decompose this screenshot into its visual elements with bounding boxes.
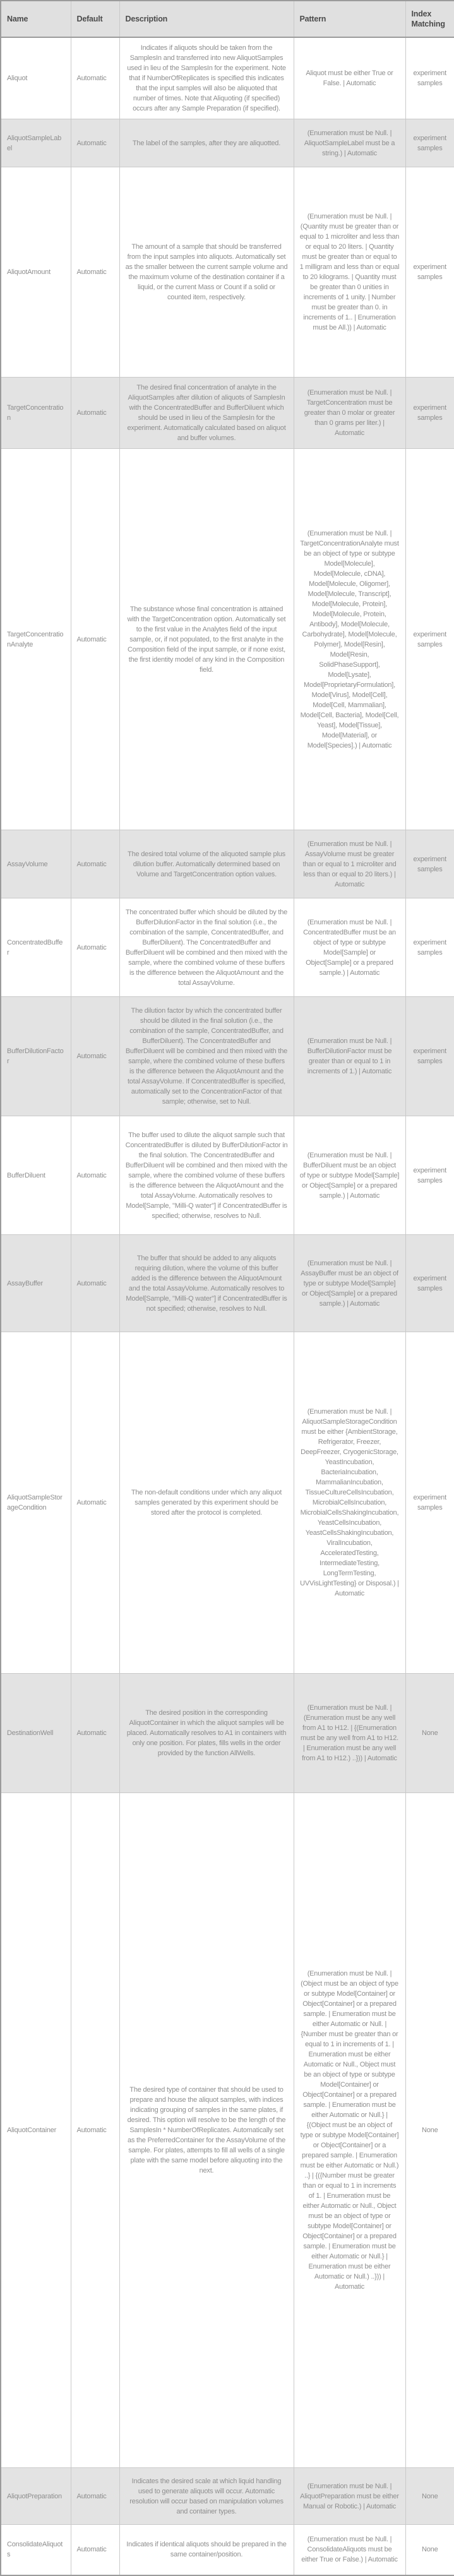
- option-name-cell: BufferDiluent: [1, 1116, 71, 1235]
- option-default-cell: Automatic: [71, 898, 119, 997]
- option-name-cell: TargetConcentrationAnalyte: [1, 449, 71, 830]
- option-description-cell: The amount of a sample that should be transferred from the input samples into aliquots. Automatically set as the smaller between the current sample volume and the maximum volume of the destination container if a liquid, or the current Mass or Count if a solid or counted item, respectively.: [119, 167, 294, 378]
- option-name-cell: DestinationWell: [1, 1674, 71, 1793]
- option-index-matching-cell: experiment samples: [405, 119, 454, 167]
- option-default-cell: Automatic: [71, 1793, 119, 2468]
- column-header-name: Name: [1, 1, 71, 37]
- option-name-cell: ConsolidateAliquots: [1, 2525, 71, 2575]
- option-pattern-cell: (Enumeration must be Null. | TargetConcentration must be greater than 0 molar or greater than 0 grams per liter.) | Automatic: [294, 378, 405, 449]
- option-pattern-cell: (Enumeration must be Null. | AliquotPreparation must be either Manual or Robotic.) | Automatic: [294, 2468, 405, 2525]
- option-index-matching-cell: experiment samples: [405, 1235, 454, 1332]
- table-body: [1, 37, 454, 2575]
- option-default-cell: Automatic: [71, 2468, 119, 2525]
- option-index-matching-cell: None: [405, 2525, 454, 2575]
- table-row: [1, 1674, 454, 1793]
- option-description-cell: The desired final concentration of analyte in the AliquotSamples after dilution of aliquots of SamplesIn with the ConcentratedBuffer and BufferDiluent which should be used in lieu of the SamplesIn for the experiment. Automatically calculated based on aliquot and buffer volumes.: [119, 378, 294, 449]
- option-default-cell: Automatic: [71, 1332, 119, 1674]
- option-index-matching-cell: experiment samples: [405, 1116, 454, 1235]
- option-name-cell: AssayVolume: [1, 830, 71, 898]
- table-row: [1, 830, 454, 898]
- option-default-cell: Automatic: [71, 449, 119, 830]
- option-index-matching-cell: None: [405, 2468, 454, 2525]
- option-name-cell: ConcentratedBuffer: [1, 898, 71, 997]
- option-pattern-cell: (Enumeration must be Null. | AssayBuffer must be an object of type or subtype Model[Sample] or Object[Sample] or a prepared sample.) | Automatic: [294, 1235, 405, 1332]
- option-description-cell: The concentrated buffer which should be diluted by the BufferDilutionFactor in the final solution (i.e., the combination of the sample, ConcentratedBuffer, and BufferDiluent). The ConcentratedBuffer and BufferDiluent will be combined and then mixed with the sample, where the combined volume of these buffers is the difference between the AliquotAmount and the total AssayVolume.: [119, 898, 294, 997]
- option-index-matching-cell: None: [405, 1793, 454, 2468]
- option-description-cell: The dilution factor by which the concentrated buffer should be diluted in the final solution (i.e., the combination of the sample, ConcentratedBuffer, and BufferDiluent). The ConcentratedBuffer and BufferDiluent will be combined and then mixed with the sample, where the combined volume of these buffers is the difference between the AliquotAmount and the total AssayVolume. If ConcentratedBuffer is specified, automatically set to the ConcentrationFactor of that sample; otherwise, set to Null.: [119, 997, 294, 1116]
- option-index-matching-cell: experiment samples: [405, 37, 454, 119]
- option-index-matching-cell: experiment samples: [405, 997, 454, 1116]
- table-row: [1, 1332, 454, 1674]
- option-pattern-cell: (Enumeration must be Null. | ConcentratedBuffer must be an object of type or subtype Model[Sample] or Object[Sample] or a prepared sample.) | Automatic: [294, 898, 405, 997]
- option-default-cell: Automatic: [71, 1235, 119, 1332]
- option-name-cell: AliquotSampleLabel: [1, 119, 71, 167]
- option-description-cell: The label of the samples, after they are aliquotted.: [119, 119, 294, 167]
- column-header-index-matching: Index Matching: [405, 1, 454, 37]
- option-pattern-cell: (Enumeration must be Null. | AliquotSampleLabel must be a string.) | Automatic: [294, 119, 405, 167]
- option-pattern-cell: Aliquot must be either True or False. | Automatic: [294, 37, 405, 119]
- option-name-cell: Aliquot: [1, 37, 71, 119]
- option-name-cell: AssayBuffer: [1, 1235, 71, 1332]
- table-row: [1, 119, 454, 167]
- option-default-cell: Automatic: [71, 830, 119, 898]
- option-index-matching-cell: None: [405, 1674, 454, 1793]
- option-pattern-cell: (Enumeration must be Null. | (Enumeration must be any well from A1 to H12. | {(Enumeration must be any well from A1 to H12. | Enumeration must be any well from A1 to H12.) ..})) | Automatic: [294, 1674, 405, 1793]
- option-pattern-cell: (Enumeration must be Null. | AssayVolume must be greater than or equal to 1 microliter and less than or equal to 20 liters.) | Automatic: [294, 830, 405, 898]
- option-description-cell: The desired position in the corresponding AliquotContainer in which the aliquot samples will be placed. Automatically resolves to A1 in containers with only one position. For plates, fills wells in the order provided by the function AllWells.: [119, 1674, 294, 1793]
- option-name-cell: AliquotPreparation: [1, 2468, 71, 2525]
- option-default-cell: Automatic: [71, 1116, 119, 1235]
- option-name-cell: BufferDilutionFactor: [1, 997, 71, 1116]
- option-description-cell: The desired type of container that should be used to prepare and house the aliquot samples, with indices indicating grouping of samples in the same plates, if desired. This option will resolve to be the length of the SamplesIn * NumberOfReplicates. Automatically set as the PreferredContainer for the AssayVolume of the sample. For plates, attempts to fill all wells of a single plate with the same model before aliquoting into the next.: [119, 1793, 294, 2468]
- option-index-matching-cell: experiment samples: [405, 898, 454, 997]
- option-description-cell: The buffer that should be added to any aliquots requiring dilution, where the volume of this buffer added is the difference between the AliquotAmount and the total AssayVolume. Automatically resolves to Model[Sample, "Milli-Q water"] if ConcentratedBuffer is not specified; otherwise, resolves to Null.: [119, 1235, 294, 1332]
- option-description-cell: Indicates if identical aliquots should be prepared in the same container/position.: [119, 2525, 294, 2575]
- table-row: [1, 997, 454, 1116]
- option-name-cell: TargetConcentration: [1, 378, 71, 449]
- option-pattern-cell: (Enumeration must be Null. | (Object must be an object of type or subtype Model[Container] or Object[Container] or a prepared sample. | Enumeration must be either Automatic or Null. | {Number must be greater than or equal to 1 in increments of 1. | Enumeration must be either Automatic or Null., Object must be an object of type or subtype Model[Container] or Object[Container] or a prepared sample. | Enumeration must be either Automatic or Null.} | {(Object must be an object of type or subtype Model[Container] or Object[Container] or a prepared sample. | Enumeration must be either Automatic or Null.) ..} | {({Number must be greater than or equal to 1 in increments of 1. | Enumeration must be either Automatic or Null., Object must be an object of type or subtype Model[Container] or Object[Container] or a prepared sample. | Enumeration must be either Automatic or Null.} | Enumeration must be either Automatic or Null.) ..})) | Automatic: [294, 1793, 405, 2468]
- option-name-cell: AliquotContainer: [1, 1793, 71, 2468]
- option-pattern-cell: (Enumeration must be Null. | AliquotSampleStorageCondition must be either {AmbientStorage, Refrigerator, Freezer, DeepFreezer, CryogenicStorage, YeastIncubation, BacteriaIncubation, MammalianIncubation, TissueCultureCellsIncubation, MicrobialCellsIncubation, MicrobialCellsShakingIncubation, YeastCellsIncubation, YeastCellsShakingIncubation, ViralIncubation, AcceleratedTesting, IntermediateTesting, LongTermTesting, UVVisLightTesting} or Disposal.) | Automatic: [294, 1332, 405, 1674]
- option-pattern-cell: (Enumeration must be Null. | (Quantity must be greater than or equal to 1 microliter and less than or equal to 20 liters. | Quantity must be greater than or equal to 1 milligram and less than or equal to 20 kilograms. | Quantity must be greater than 0 unities in increments of 1 unity. | Number must be greater than 0. in increments of 1.. | Enumeration must be All.)) | Automatic: [294, 167, 405, 378]
- option-description-cell: The desired total volume of the aliquoted sample plus dilution buffer. Automatically determined based on Volume and TargetConcentration option values.: [119, 830, 294, 898]
- table-row: [1, 1235, 454, 1332]
- option-index-matching-cell: experiment samples: [405, 167, 454, 378]
- table-row: [1, 37, 454, 119]
- table-row: [1, 1793, 454, 2468]
- option-description-cell: The non-default conditions under which any aliquot samples generated by this experiment should be stored after the protocol is completed.: [119, 1332, 294, 1674]
- option-default-cell: Automatic: [71, 2525, 119, 2575]
- option-name-cell: AliquotAmount: [1, 167, 71, 378]
- table-header-row: [1, 1, 454, 37]
- option-description-cell: Indicates if aliquots should be taken from the SamplesIn and transferred into new AliquotSamples used in lieu of the SamplesIn for the experiment. Note that if NumberOfReplicates is specified this indicates that the input samples will also be aliquoted that number of times. Note that Aliquoting (if specified) occurs after any Sample Preparation (if specified).: [119, 37, 294, 119]
- table-row: [1, 898, 454, 997]
- column-header-description: Description: [119, 1, 294, 37]
- table-row: [1, 449, 454, 830]
- column-header-default: Default: [71, 1, 119, 37]
- table-row: [1, 167, 454, 378]
- table-row: [1, 1116, 454, 1235]
- option-pattern-cell: (Enumeration must be Null. | ConsolidateAliquots must be either True or False.) | Automatic: [294, 2525, 405, 2575]
- column-header-pattern: Pattern: [294, 1, 405, 37]
- option-default-cell: Automatic: [71, 167, 119, 378]
- option-index-matching-cell: experiment samples: [405, 1332, 454, 1674]
- table-row: [1, 2525, 454, 2575]
- option-pattern-cell: (Enumeration must be Null. | BufferDiluent must be an object of type or subtype Model[Sample] or Object[Sample] or a prepared sample.) | Automatic: [294, 1116, 405, 1235]
- option-description-cell: The buffer used to dilute the aliquot sample such that ConcentratedBuffer is diluted by BufferDilutionFactor in the final solution. The ConcentratedBuffer and BufferDiluent will be combined and then mixed with the sample, where the combined volume of these buffers is the difference between the AliquotAmount and the total AssayVolume. Automatically resolves to Model[Sample, "Milli-Q water"] if ConcentratedBuffer is specified; otherwise, resolves to Null.: [119, 1116, 294, 1235]
- option-pattern-cell: (Enumeration must be Null. | TargetConcentrationAnalyte must be an object of type or subtype Model[Molecule], Model[Molecule, cDNA], Model[Molecule, Oligomer], Model[Molecule, Transcript], Model[Molecule, Protein], Model[Molecule, Protein, Antibody], Model[Molecule, Carbohydrate], Model[Molecule, Polymer], Model[Resin], Model[Resin, SolidPhaseSupport], Model[Lysate], Model[ProprietaryFormulation], Model[Virus], Model[Cell], Model[Cell, Mammalian], Model[Cell, Bacteria], Model[Cell, Yeast], Model[Tissue], Model[Material], or Model[Species].) | Automatic: [294, 449, 405, 830]
- option-index-matching-cell: experiment samples: [405, 449, 454, 830]
- option-default-cell: Automatic: [71, 378, 119, 449]
- option-pattern-cell: (Enumeration must be Null. | BufferDilutionFactor must be greater than or equal to 1 in increments of 1.) | Automatic: [294, 997, 405, 1116]
- option-index-matching-cell: experiment samples: [405, 830, 454, 898]
- table-row: [1, 378, 454, 449]
- option-name-cell: AliquotSampleStorageCondition: [1, 1332, 71, 1674]
- table-row: [1, 2468, 454, 2525]
- option-default-cell: Automatic: [71, 1674, 119, 1793]
- option-default-cell: Automatic: [71, 37, 119, 119]
- option-description-cell: The substance whose final concentration is attained with the TargetConcentration option. Automatically set to the first value in the Analytes field of the input sample, or, if not populated, to the first analyte in the Composition field of the input sample, or if none exist, the first identity model of any kind in the Composition field.: [119, 449, 294, 830]
- option-index-matching-cell: experiment samples: [405, 378, 454, 449]
- option-default-cell: Automatic: [71, 997, 119, 1116]
- option-description-cell: Indicates the desired scale at which liquid handling used to generate aliquots will occur. Automatic resolution will occur based on manipulation volumes and container types.: [119, 2468, 294, 2525]
- option-default-cell: Automatic: [71, 119, 119, 167]
